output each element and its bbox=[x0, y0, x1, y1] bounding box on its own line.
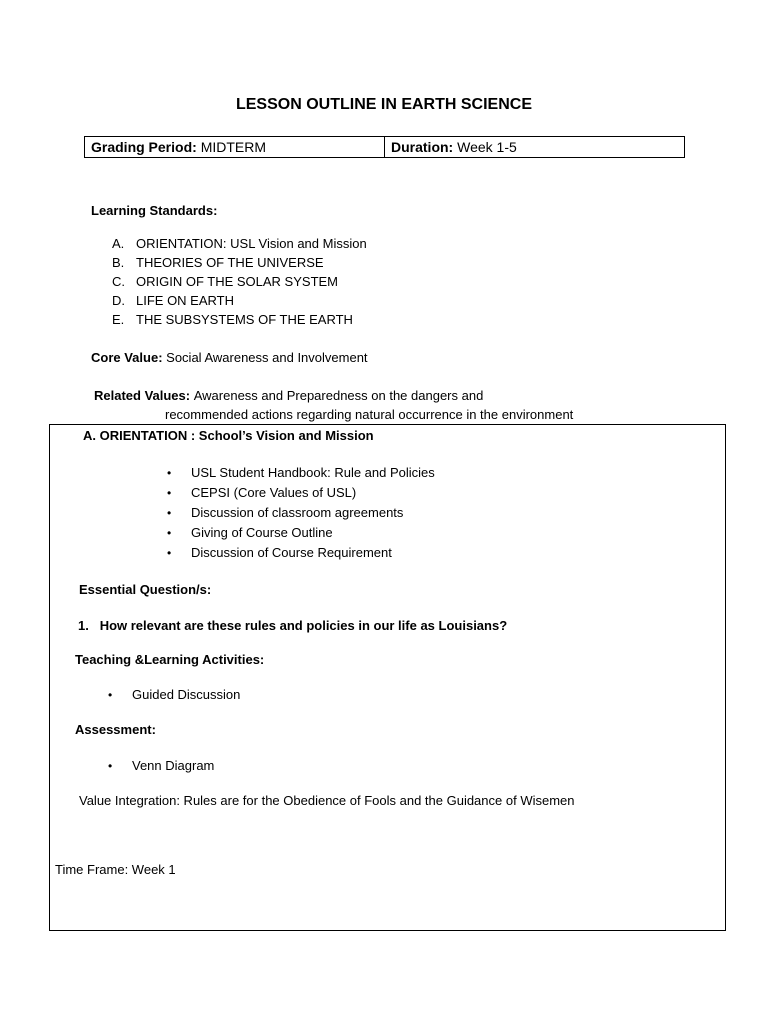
related-values-line2: recommended actions regarding natural occurrence in the environment bbox=[165, 407, 574, 422]
list-item: • Guided Discussion bbox=[108, 687, 241, 702]
orientation-bullets bbox=[167, 463, 435, 563]
related-values-line1: Awareness and Preparedness on the dangers and bbox=[193, 388, 484, 403]
core-value-text: Social Awareness and Involvement bbox=[166, 350, 368, 365]
assessment-list bbox=[108, 756, 214, 776]
time-frame: Time Frame: Week 1 bbox=[55, 862, 176, 877]
list-item: C. ORIGIN OF THE SOLAR SYSTEM bbox=[112, 274, 339, 289]
list-item: • Giving of Course Outline bbox=[167, 525, 333, 540]
orientation-section-box bbox=[49, 424, 726, 931]
list-item: B. THEORIES OF THE UNIVERSE bbox=[112, 255, 324, 270]
list-item: • Discussion of Course Requirement bbox=[167, 545, 392, 560]
assessment-label: Assessment: bbox=[75, 722, 156, 737]
value-integration: Value Integration: Rules are for the Obedience of Fools and the Guidance of Wisemen bbox=[79, 793, 575, 808]
list-item: E. THE SUBSYSTEMS OF THE EARTH bbox=[112, 312, 353, 327]
list-item: A. ORIENTATION: USL Vision and Mission bbox=[112, 236, 367, 251]
related-values bbox=[94, 388, 483, 403]
list-item: • CEPSI (Core Values of USL) bbox=[167, 485, 357, 500]
core-value bbox=[91, 350, 368, 365]
essential-question bbox=[78, 618, 507, 633]
related-values-label: Related Values: bbox=[94, 388, 191, 403]
grading-table bbox=[84, 136, 685, 158]
activities-label: Teaching &Learning Activities: bbox=[75, 652, 265, 667]
list-item: • Discussion of classroom agreements bbox=[167, 505, 404, 520]
list-item: • Venn Diagram bbox=[108, 758, 215, 773]
list-item: D. LIFE ON EARTH bbox=[112, 293, 235, 308]
section-heading: A. ORIENTATION : School’s Vision and Mission bbox=[83, 428, 374, 443]
document-title: LESSON OUTLINE IN EARTH SCIENCE bbox=[235, 96, 533, 113]
grading-period-value: MIDTERM bbox=[200, 139, 267, 155]
core-value-label: Core Value: bbox=[91, 350, 163, 365]
grading-period-label: Grading Period: bbox=[91, 139, 197, 155]
essential-question-number: 1. bbox=[78, 618, 89, 633]
duration-cell bbox=[385, 137, 684, 157]
duration-label: Duration: bbox=[391, 139, 454, 155]
learning-standards-list bbox=[112, 234, 367, 329]
essential-question-text: How relevant are these rules and policies in our life as Louisians? bbox=[99, 618, 508, 633]
essential-questions-label: Essential Question/s: bbox=[79, 582, 212, 597]
grading-period-cell bbox=[85, 137, 385, 157]
learning-standards-label: Learning Standards: bbox=[91, 203, 218, 218]
list-item: • USL Student Handbook: Rule and Policies bbox=[167, 465, 435, 480]
activities-list bbox=[108, 685, 240, 705]
duration-value: Week 1-5 bbox=[457, 139, 517, 155]
